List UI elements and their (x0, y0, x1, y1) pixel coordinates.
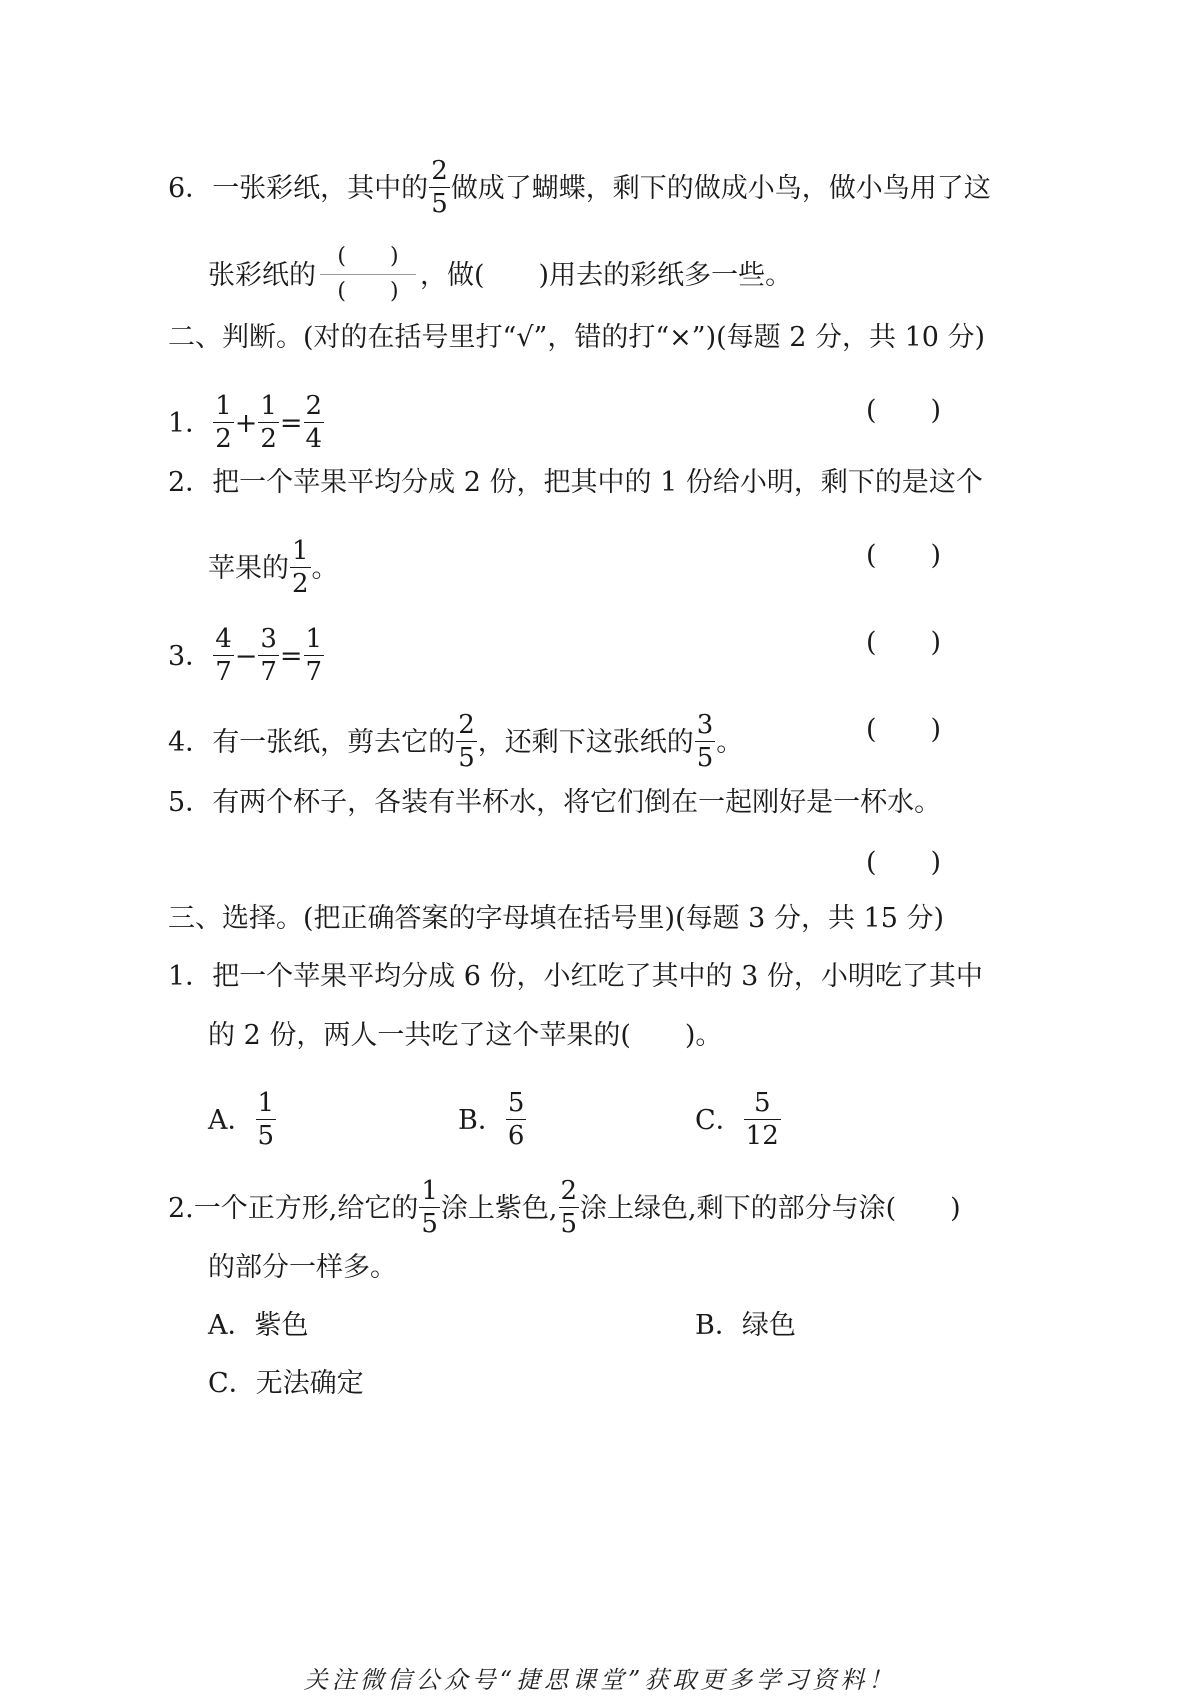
judge-q5: 5．有两个杯子，各装有半杯水，将它们倒在一起刚好是一杯水。 (168, 787, 942, 818)
answer-paren-q4[interactable]: ( ) (866, 714, 942, 745)
option-undetermined[interactable]: C．无法确定 (208, 1368, 364, 1399)
q6-line2: 张彩纸的 ( ) ( ) ，做( )用去的彩纸多一些。 (208, 244, 793, 304)
option-c[interactable]: C． $\frac{5}{12}$ (695, 1088, 779, 1151)
answer-paren-q1[interactable]: ( ) (866, 395, 942, 426)
option-green[interactable]: B．绿色 (695, 1310, 796, 1341)
answer-paren-q3[interactable]: ( ) (866, 627, 942, 658)
judge-q4: 4．有一张纸，剪去它的 $\frac{2}{5}$ ，还剩下这张纸的 $\frac{3}{5}$ 。 (168, 710, 744, 773)
option-a[interactable]: A． $\frac{1}{5}$ (208, 1088, 275, 1151)
blank-fraction[interactable]: ( ) ( ) (320, 246, 416, 303)
choice-q1-line1: 1．把一个苹果平均分成 6 份，小红吃了其中的 3 份，小明吃了其中 (168, 961, 983, 992)
q6-number: 6． (168, 173, 213, 204)
judge-q2-line1: 2．把一个苹果平均分成 2 份，把其中的 1 份给小明，剩下的是这个 (168, 467, 983, 498)
q6-line1: 6．一张彩纸，其中的 $\frac{2}{5}$ 做成了蝴蝶，剩下的做成小鸟，做小鸟用了这 (168, 156, 991, 219)
choice-q1-line2: 的 2 份，两人一共吃了这个苹果的( )。 (208, 1020, 723, 1051)
judge-q2-line2: 苹果的 $\frac{1}{2}$ 。 (208, 536, 339, 599)
choice-q2-line2: 的部分一样多。 (208, 1252, 397, 1283)
footer-promo: 关注微信公众号“捷思课堂”获取更多学习资料！ (303, 1666, 897, 1694)
option-purple[interactable]: A．紫色 (208, 1310, 309, 1341)
answer-paren-q5[interactable]: ( ) (866, 847, 942, 878)
option-b[interactable]: B． $\frac{5}{6}$ (458, 1088, 525, 1151)
fraction: $\frac{2}{5}$ (431, 156, 448, 219)
answer-paren-q2[interactable]: ( ) (866, 540, 942, 571)
section-3-header: 三、选择。(把正确答案的字母填在括号里)(每题 3 分，共 15 分) (168, 903, 944, 934)
section-2-header: 二、判断。(对的在括号里打“√”，错的打“×”)(每题 2 分，共 10 分) (168, 322, 986, 353)
judge-q1: 1． $\frac{1}{2}$ + $\frac{1}{2}$ = $\frac{2}{4}$ (168, 391, 323, 454)
choice-q2-line1: 2.一个正方形,给它的 $\frac{1}{5}$ 涂上紫色, $\frac{2}{5}$ 涂上绿色,剩下的部分与涂( ) (168, 1176, 961, 1239)
judge-q3: 3． $\frac{4}{7}$ − $\frac{3}{7}$ = $\frac{1}{7}$ (168, 624, 323, 687)
